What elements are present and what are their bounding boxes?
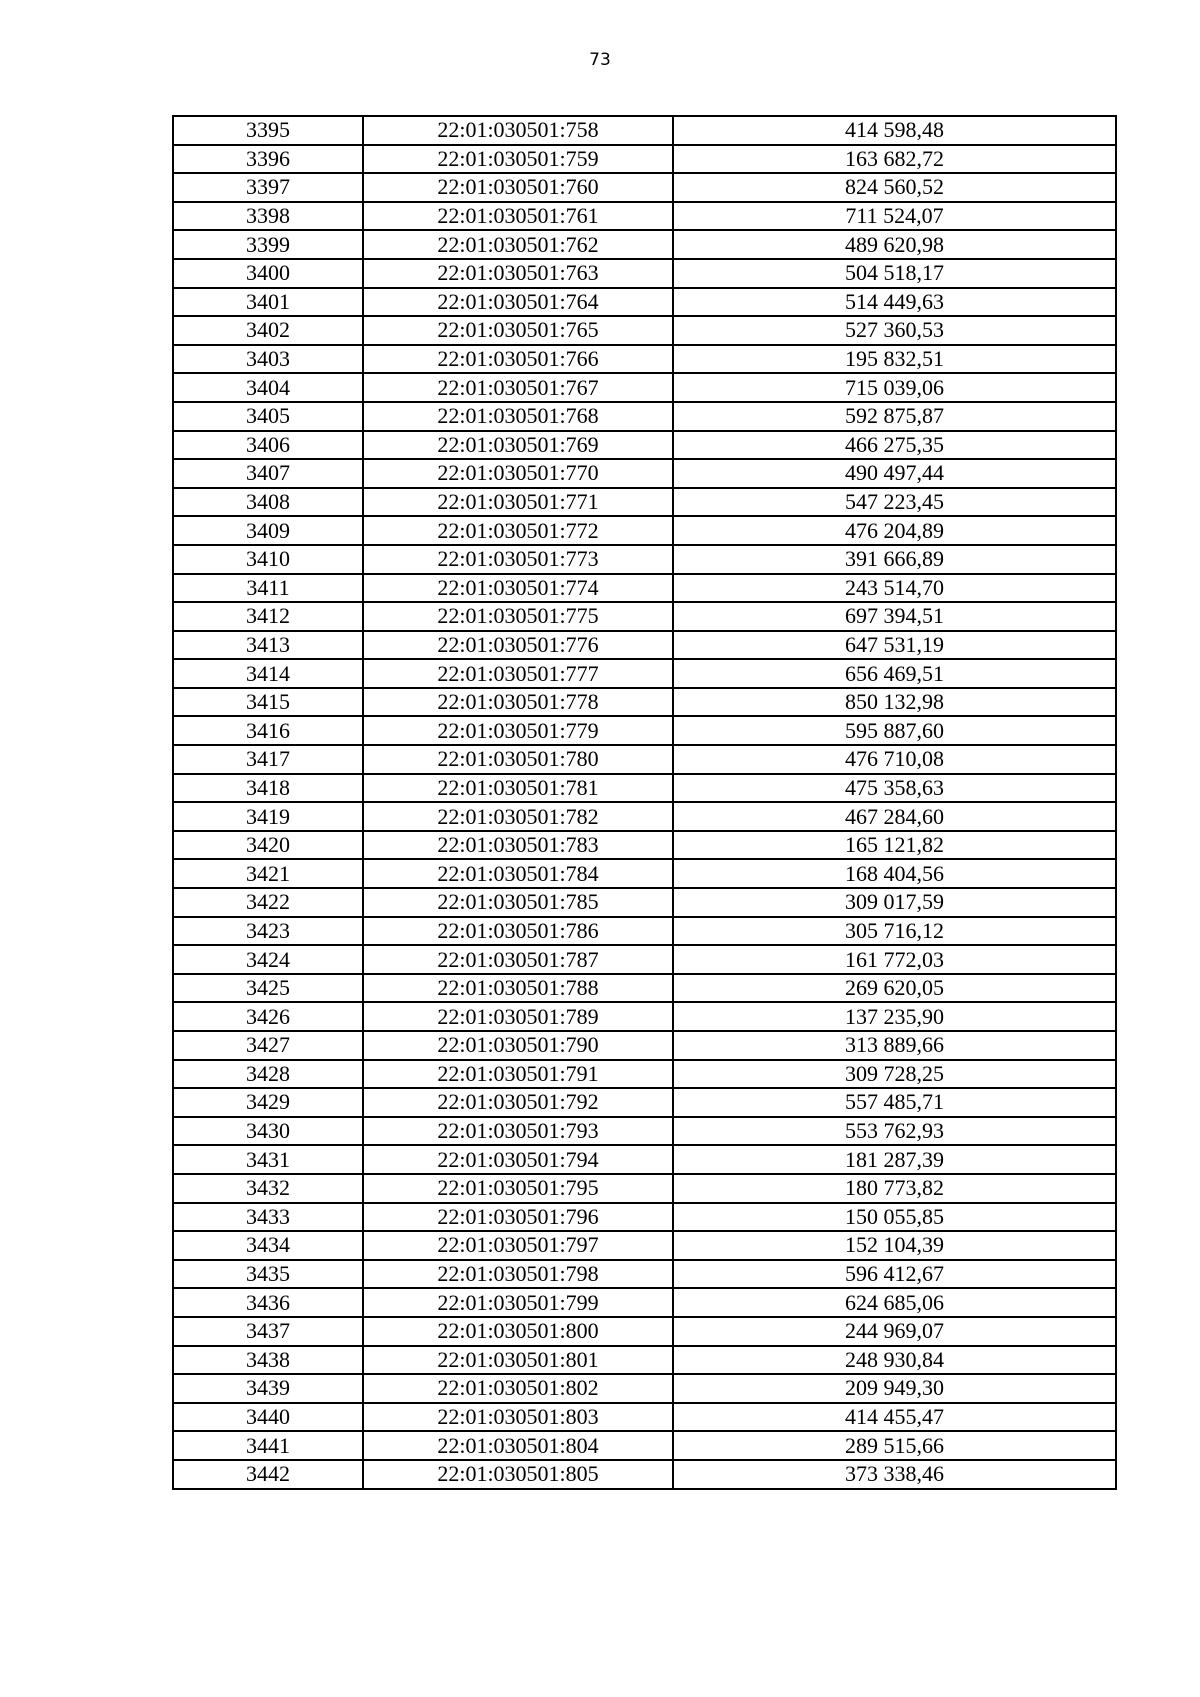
value-cell: 289 515,66 xyxy=(673,1431,1116,1460)
cadastral-number-cell: 22:01:030501:804 xyxy=(363,1431,673,1460)
cadastral-number-cell: 22:01:030501:795 xyxy=(363,1174,673,1203)
cadastral-number-cell: 22:01:030501:801 xyxy=(363,1346,673,1375)
table-row xyxy=(173,230,1116,259)
table-row xyxy=(173,831,1116,860)
row-number-cell: 3398 xyxy=(173,202,363,231)
value-cell: 711 524,07 xyxy=(673,202,1116,231)
cadastral-number-cell: 22:01:030501:761 xyxy=(363,202,673,231)
table-row xyxy=(173,1174,1116,1203)
row-number-cell: 3417 xyxy=(173,745,363,774)
row-number-cell: 3403 xyxy=(173,345,363,374)
row-number-cell: 3415 xyxy=(173,688,363,717)
cadastral-number-cell: 22:01:030501:777 xyxy=(363,659,673,688)
value-cell: 547 223,45 xyxy=(673,488,1116,517)
table-row xyxy=(173,1060,1116,1089)
row-number-cell: 3416 xyxy=(173,716,363,745)
value-cell: 373 338,46 xyxy=(673,1460,1116,1489)
row-number-cell: 3428 xyxy=(173,1060,363,1089)
row-number-cell: 3405 xyxy=(173,402,363,431)
value-cell: 305 716,12 xyxy=(673,917,1116,946)
cadastral-number-cell: 22:01:030501:798 xyxy=(363,1260,673,1289)
row-number-cell: 3442 xyxy=(173,1460,363,1489)
table-row xyxy=(173,516,1116,545)
cadastral-number-cell: 22:01:030501:793 xyxy=(363,1117,673,1146)
table-row xyxy=(173,1088,1116,1117)
value-cell: 715 039,06 xyxy=(673,373,1116,402)
table-row xyxy=(173,345,1116,374)
table-row xyxy=(173,1431,1116,1460)
value-cell: 168 404,56 xyxy=(673,859,1116,888)
table-row xyxy=(173,1231,1116,1260)
table-row xyxy=(173,1403,1116,1432)
row-number-cell: 3396 xyxy=(173,145,363,174)
cadastral-number-cell: 22:01:030501:783 xyxy=(363,831,673,860)
cadastral-number-cell: 22:01:030501:787 xyxy=(363,945,673,974)
row-number-cell: 3423 xyxy=(173,917,363,946)
cadastral-number-cell: 22:01:030501:782 xyxy=(363,802,673,831)
value-cell: 313 889,66 xyxy=(673,1031,1116,1060)
value-cell: 209 949,30 xyxy=(673,1374,1116,1403)
value-cell: 467 284,60 xyxy=(673,802,1116,831)
cadastral-number-cell: 22:01:030501:796 xyxy=(363,1203,673,1232)
value-cell: 161 772,03 xyxy=(673,945,1116,974)
table-row xyxy=(173,888,1116,917)
table-row xyxy=(173,145,1116,174)
cadastral-number-cell: 22:01:030501:768 xyxy=(363,402,673,431)
row-number-cell: 3435 xyxy=(173,1260,363,1289)
value-cell: 557 485,71 xyxy=(673,1088,1116,1117)
table-row xyxy=(173,1117,1116,1146)
cadastral-number-cell: 22:01:030501:769 xyxy=(363,431,673,460)
value-cell: 150 055,85 xyxy=(673,1203,1116,1232)
table-row xyxy=(173,1260,1116,1289)
table-row xyxy=(173,1002,1116,1031)
value-cell: 243 514,70 xyxy=(673,574,1116,603)
value-cell: 489 620,98 xyxy=(673,230,1116,259)
row-number-cell: 3430 xyxy=(173,1117,363,1146)
cadastral-number-cell: 22:01:030501:759 xyxy=(363,145,673,174)
cadastral-number-cell: 22:01:030501:800 xyxy=(363,1317,673,1346)
cadastral-number-cell: 22:01:030501:770 xyxy=(363,459,673,488)
row-number-cell: 3413 xyxy=(173,631,363,660)
row-number-cell: 3431 xyxy=(173,1145,363,1174)
cadastral-number-cell: 22:01:030501:773 xyxy=(363,545,673,574)
page-number: 73 xyxy=(589,50,611,70)
table-row xyxy=(173,431,1116,460)
value-cell: 824 560,52 xyxy=(673,173,1116,202)
table-row xyxy=(173,1317,1116,1346)
row-number-cell: 3427 xyxy=(173,1031,363,1060)
row-number-cell: 3422 xyxy=(173,888,363,917)
cadastral-number-cell: 22:01:030501:781 xyxy=(363,774,673,803)
row-number-cell: 3406 xyxy=(173,431,363,460)
value-cell: 309 017,59 xyxy=(673,888,1116,917)
cadastral-number-cell: 22:01:030501:802 xyxy=(363,1374,673,1403)
row-number-cell: 3438 xyxy=(173,1346,363,1375)
row-number-cell: 3439 xyxy=(173,1374,363,1403)
row-number-cell: 3400 xyxy=(173,259,363,288)
table-row xyxy=(173,173,1116,202)
row-number-cell: 3441 xyxy=(173,1431,363,1460)
table-row xyxy=(173,574,1116,603)
value-cell: 163 682,72 xyxy=(673,145,1116,174)
row-number-cell: 3421 xyxy=(173,859,363,888)
value-cell: 137 235,90 xyxy=(673,1002,1116,1031)
table-row xyxy=(173,688,1116,717)
cadastral-number-cell: 22:01:030501:789 xyxy=(363,1002,673,1031)
value-cell: 592 875,87 xyxy=(673,402,1116,431)
value-cell: 527 360,53 xyxy=(673,316,1116,345)
table-row xyxy=(173,745,1116,774)
cadastral-number-cell: 22:01:030501:760 xyxy=(363,173,673,202)
row-number-cell: 3407 xyxy=(173,459,363,488)
cadastral-number-cell: 22:01:030501:762 xyxy=(363,230,673,259)
value-cell: 152 104,39 xyxy=(673,1231,1116,1260)
cadastral-number-cell: 22:01:030501:765 xyxy=(363,316,673,345)
cadastral-number-cell: 22:01:030501:785 xyxy=(363,888,673,917)
table-row xyxy=(173,1203,1116,1232)
value-cell: 553 762,93 xyxy=(673,1117,1116,1146)
cadastral-number-cell: 22:01:030501:790 xyxy=(363,1031,673,1060)
row-number-cell: 3437 xyxy=(173,1317,363,1346)
cadastral-number-cell: 22:01:030501:771 xyxy=(363,488,673,517)
table-row xyxy=(173,974,1116,1003)
table-row xyxy=(173,716,1116,745)
row-number-cell: 3425 xyxy=(173,974,363,1003)
row-number-cell: 3424 xyxy=(173,945,363,974)
value-cell: 181 287,39 xyxy=(673,1145,1116,1174)
table-row xyxy=(173,288,1116,317)
cadastral-number-cell: 22:01:030501:776 xyxy=(363,631,673,660)
row-number-cell: 3419 xyxy=(173,802,363,831)
value-cell: 475 358,63 xyxy=(673,774,1116,803)
cadastral-number-cell: 22:01:030501:772 xyxy=(363,516,673,545)
row-number-cell: 3402 xyxy=(173,316,363,345)
table-row xyxy=(173,859,1116,888)
cadastral-number-cell: 22:01:030501:775 xyxy=(363,602,673,631)
table-row xyxy=(173,1374,1116,1403)
row-number-cell: 3404 xyxy=(173,373,363,402)
table-row xyxy=(173,774,1116,803)
value-cell: 476 204,89 xyxy=(673,516,1116,545)
row-number-cell: 3440 xyxy=(173,1403,363,1432)
row-number-cell: 3395 xyxy=(173,116,363,145)
cadastral-number-cell: 22:01:030501:788 xyxy=(363,974,673,1003)
cadastral-number-cell: 22:01:030501:784 xyxy=(363,859,673,888)
table-row xyxy=(173,945,1116,974)
registry-table xyxy=(172,115,1117,1490)
table-row xyxy=(173,1145,1116,1174)
row-number-cell: 3409 xyxy=(173,516,363,545)
value-cell: 165 121,82 xyxy=(673,831,1116,860)
table-row xyxy=(173,545,1116,574)
row-number-cell: 3410 xyxy=(173,545,363,574)
registry-table-body xyxy=(173,116,1116,1489)
value-cell: 595 887,60 xyxy=(673,716,1116,745)
table-row xyxy=(173,917,1116,946)
cadastral-number-cell: 22:01:030501:764 xyxy=(363,288,673,317)
table-row xyxy=(173,1346,1116,1375)
cadastral-number-cell: 22:01:030501:774 xyxy=(363,574,673,603)
row-number-cell: 3432 xyxy=(173,1174,363,1203)
value-cell: 490 497,44 xyxy=(673,459,1116,488)
table-row xyxy=(173,602,1116,631)
value-cell: 647 531,19 xyxy=(673,631,1116,660)
row-number-cell: 3401 xyxy=(173,288,363,317)
table-row xyxy=(173,373,1116,402)
row-number-cell: 3433 xyxy=(173,1203,363,1232)
value-cell: 414 455,47 xyxy=(673,1403,1116,1432)
cadastral-number-cell: 22:01:030501:767 xyxy=(363,373,673,402)
row-number-cell: 3411 xyxy=(173,574,363,603)
cadastral-number-cell: 22:01:030501:794 xyxy=(363,1145,673,1174)
value-cell: 850 132,98 xyxy=(673,688,1116,717)
value-cell: 624 685,06 xyxy=(673,1288,1116,1317)
value-cell: 269 620,05 xyxy=(673,974,1116,1003)
row-number-cell: 3412 xyxy=(173,602,363,631)
row-number-cell: 3408 xyxy=(173,488,363,517)
table-row xyxy=(173,1031,1116,1060)
cadastral-number-cell: 22:01:030501:791 xyxy=(363,1060,673,1089)
row-number-cell: 3429 xyxy=(173,1088,363,1117)
value-cell: 466 275,35 xyxy=(673,431,1116,460)
value-cell: 414 598,48 xyxy=(673,116,1116,145)
table-row xyxy=(173,631,1116,660)
cadastral-number-cell: 22:01:030501:779 xyxy=(363,716,673,745)
row-number-cell: 3426 xyxy=(173,1002,363,1031)
cadastral-number-cell: 22:01:030501:758 xyxy=(363,116,673,145)
value-cell: 656 469,51 xyxy=(673,659,1116,688)
table-row xyxy=(173,1288,1116,1317)
table-row xyxy=(173,402,1116,431)
row-number-cell: 3418 xyxy=(173,774,363,803)
value-cell: 697 394,51 xyxy=(673,602,1116,631)
cadastral-number-cell: 22:01:030501:805 xyxy=(363,1460,673,1489)
value-cell: 195 832,51 xyxy=(673,345,1116,374)
value-cell: 248 930,84 xyxy=(673,1346,1116,1375)
row-number-cell: 3399 xyxy=(173,230,363,259)
table-row xyxy=(173,659,1116,688)
table-row xyxy=(173,802,1116,831)
value-cell: 309 728,25 xyxy=(673,1060,1116,1089)
row-number-cell: 3434 xyxy=(173,1231,363,1260)
value-cell: 244 969,07 xyxy=(673,1317,1116,1346)
table-row xyxy=(173,459,1116,488)
cadastral-number-cell: 22:01:030501:799 xyxy=(363,1288,673,1317)
value-cell: 596 412,67 xyxy=(673,1260,1116,1289)
value-cell: 476 710,08 xyxy=(673,745,1116,774)
cadastral-number-cell: 22:01:030501:763 xyxy=(363,259,673,288)
cadastral-number-cell: 22:01:030501:786 xyxy=(363,917,673,946)
table-row xyxy=(173,202,1116,231)
row-number-cell: 3436 xyxy=(173,1288,363,1317)
table-row xyxy=(173,116,1116,145)
table-row xyxy=(173,1460,1116,1489)
table-row xyxy=(173,316,1116,345)
cadastral-number-cell: 22:01:030501:797 xyxy=(363,1231,673,1260)
row-number-cell: 3397 xyxy=(173,173,363,202)
cadastral-number-cell: 22:01:030501:792 xyxy=(363,1088,673,1117)
table-row xyxy=(173,259,1116,288)
value-cell: 391 666,89 xyxy=(673,545,1116,574)
cadastral-number-cell: 22:01:030501:803 xyxy=(363,1403,673,1432)
cadastral-number-cell: 22:01:030501:780 xyxy=(363,745,673,774)
row-number-cell: 3420 xyxy=(173,831,363,860)
value-cell: 504 518,17 xyxy=(673,259,1116,288)
row-number-cell: 3414 xyxy=(173,659,363,688)
cadastral-number-cell: 22:01:030501:778 xyxy=(363,688,673,717)
table-row xyxy=(173,488,1116,517)
value-cell: 180 773,82 xyxy=(673,1174,1116,1203)
value-cell: 514 449,63 xyxy=(673,288,1116,317)
cadastral-number-cell: 22:01:030501:766 xyxy=(363,345,673,374)
